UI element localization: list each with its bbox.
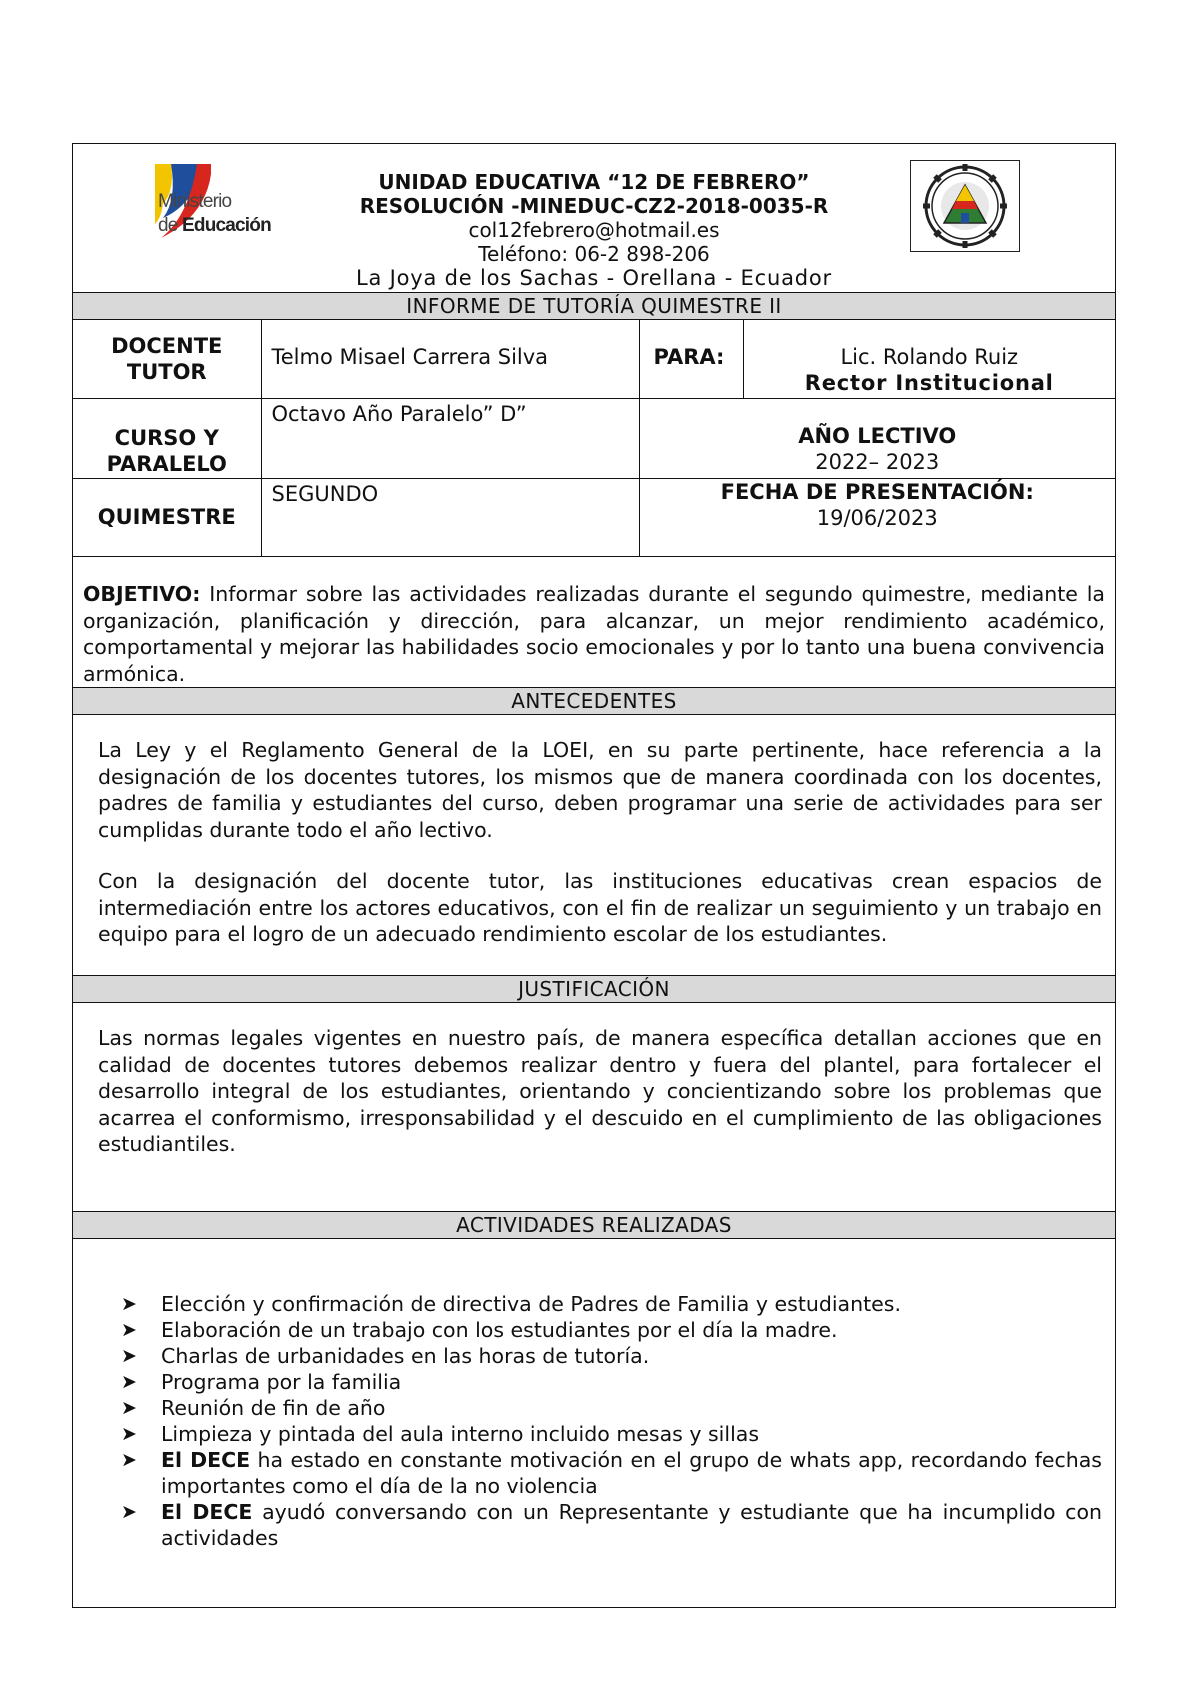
report-title: INFORME DE TUTORÍA QUIMESTRE II	[73, 292, 1115, 320]
curso-value: Octavo Año Paralelo” D”	[261, 398, 639, 478]
arrowhead-bullet-icon: ➤	[121, 1319, 137, 1341]
ministerio-logo	[93, 160, 273, 250]
document-header	[73, 144, 1115, 292]
activity-item-text: Programa por la familia	[161, 1370, 402, 1394]
antecedentes-paragraph-2: Con la designación del docente tutor, las instituciones educativas crean espacios de intermediación entre los actores educativos, con el fin de realizar un seguimiento y un trabajo en equipo para el logro de un adecuado rendimiento escolar de los estudiantes.	[98, 869, 1102, 946]
logo-line-2: de Educación	[158, 215, 271, 236]
fecha-value: 19/06/2023	[816, 505, 938, 530]
para-cell	[743, 320, 1115, 398]
arrowhead-bullet-icon: ➤	[121, 1345, 137, 1367]
actividades-section	[73, 1239, 1115, 1607]
activity-item	[121, 1447, 1102, 1499]
actividades-list	[121, 1291, 1102, 1551]
anio-cell	[639, 398, 1115, 478]
docente-label: DOCENTE TUTOR	[73, 320, 261, 398]
fecha-cell	[639, 478, 1115, 556]
actividades-title: ACTIVIDADES REALIZADAS	[73, 1211, 1115, 1239]
activity-item	[121, 1421, 1102, 1447]
school-location: La Joya de los Sachas - Orellana - Ecuador	[356, 266, 832, 290]
quimestre-label: QUIMESTRE	[73, 478, 261, 556]
school-email: col12febrero@hotmail.es	[468, 218, 720, 242]
arrowhead-bullet-icon: ➤	[121, 1397, 137, 1419]
anio-label: AÑO LECTIVO	[798, 423, 957, 448]
activity-item	[121, 1499, 1102, 1551]
activity-item-text: ayudó conversando con un Representante y estudiante que ha incumplido con actividades	[161, 1500, 1102, 1550]
logo-line-1: Ministerio	[158, 191, 232, 212]
activity-item	[121, 1291, 1102, 1317]
antecedentes-section	[73, 715, 1115, 975]
activity-item	[121, 1343, 1102, 1369]
justificacion-title: JUSTIFICACIÓN	[73, 975, 1115, 1003]
school-name: UNIDAD EDUCATIVA “12 DE FEBRERO”	[378, 170, 810, 194]
docente-value: Telmo Misael Carrera Silva	[261, 320, 639, 398]
activity-item-bold: El DECE	[161, 1500, 253, 1524]
curso-label: CURSO Y PARALELO	[73, 398, 261, 478]
objetivo-section	[73, 556, 1115, 687]
activity-item-bold: El DECE	[161, 1448, 251, 1472]
objetivo-label: OBJETIVO:	[83, 582, 201, 606]
para-name: Lic. Rolando Ruiz	[840, 345, 1019, 369]
justificacion-section	[73, 1003, 1115, 1211]
para-role: Rector Institucional	[804, 371, 1054, 395]
para-label: PARA:	[639, 320, 743, 398]
anio-value: 2022– 2023	[815, 449, 940, 474]
arrowhead-bullet-icon: ➤	[121, 1449, 137, 1471]
justificacion-text: Las normas legales vigentes en nuestro país, de manera específica detallan acciones que en calidad de docentes tutores debemos realizar dentro y fuera del plantel, para fortalecer el desarrollo integral de los estudiantes, orientando y concientizando sobre los problemas que acarrea el conformismo, irresponsabilidad y el descuido en el cumplimiento de las obligaciones estudiantiles.	[98, 1026, 1102, 1156]
quimestre-value: SEGUNDO	[261, 478, 639, 556]
activity-item	[121, 1317, 1102, 1343]
activity-item-text: Elección y confirmación de directiva de Padres de Familia y estudiantes.	[161, 1292, 901, 1316]
objetivo-text: Informar sobre las actividades realizadas durante el segundo quimestre, mediante la organización, planificación y dirección, para alcanzar, un mejor rendimiento académico, comportamental y mejorar las habilidades socio emocionales y por lo tanto una buena convivencia armónica.	[83, 582, 1105, 686]
school-phone: Teléfono: 06-2 898-206	[478, 242, 710, 266]
antecedentes-paragraph-1: La Ley y el Reglamento General de la LOEI, en su parte pertinente, hace referencia a la designación de los docentes tutores, los mismos que de manera coordinada con los docentes, padres de familia y estudiantes del curso, deben programar una serie de actividades para ser cumplidas durante todo el año lectivo.	[98, 738, 1102, 842]
arrowhead-bullet-icon: ➤	[121, 1501, 137, 1523]
activity-item	[121, 1395, 1102, 1421]
activity-item-text: Elaboración de un trabajo con los estudiantes por el día la madre.	[161, 1318, 838, 1342]
arrowhead-bullet-icon: ➤	[121, 1371, 137, 1393]
activity-item-text: ha estado en constante motivación en el grupo de whats app, recordando fechas importantes como el día de la no violencia	[161, 1448, 1102, 1498]
activity-item	[121, 1369, 1102, 1395]
activity-item-text: Limpieza y pintada del aula interno incluido mesas y sillas	[161, 1422, 760, 1446]
school-emblem	[910, 160, 1020, 252]
activity-item-text: Charlas de urbanidades en las horas de tutoría.	[161, 1344, 650, 1368]
fecha-label: FECHA DE PRESENTACIÓN:	[720, 479, 1034, 504]
school-emblem-icon	[912, 161, 1019, 250]
resolution-number: RESOLUCIÓN -MINEDUC-CZ2-2018-0035-R	[359, 194, 829, 218]
antecedentes-title: ANTECEDENTES	[73, 687, 1115, 715]
report-document	[72, 143, 1116, 1608]
info-table	[73, 320, 1115, 556]
arrowhead-bullet-icon: ➤	[121, 1423, 137, 1445]
activity-item-text: Reunión de fin de año	[161, 1396, 386, 1420]
arrowhead-bullet-icon: ➤	[121, 1293, 137, 1315]
